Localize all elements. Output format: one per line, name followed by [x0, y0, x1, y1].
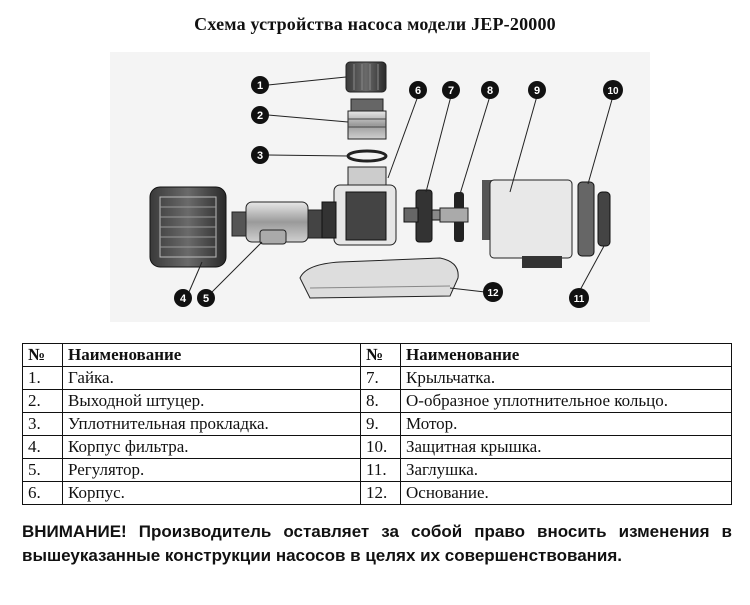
pump-exploded-diagram: [110, 52, 650, 322]
callout-11: [569, 288, 589, 308]
callout-7: [442, 81, 460, 99]
part-name: Гайка.: [63, 367, 361, 390]
svg-text:2: 2: [256, 110, 264, 122]
part-number: 5.: [23, 459, 63, 482]
header-name: Наименование: [63, 344, 361, 367]
table-row: [23, 436, 732, 459]
protective-cover-part: [578, 182, 594, 256]
callout-12: [483, 282, 503, 302]
svg-text:11: 11: [573, 294, 585, 305]
part-number: 3.: [23, 413, 63, 436]
header-name: Наименование: [401, 344, 732, 367]
callout-1: [251, 76, 269, 94]
table-row: [23, 390, 732, 413]
warning-note: [22, 520, 732, 568]
callout-2: [251, 106, 269, 124]
callout-9: [528, 81, 546, 99]
outlet-fitting-part: [348, 99, 386, 139]
part-name: О-образное уплотнительное кольцо.: [401, 390, 732, 413]
warning-text: Производитель оставляет за собой право вносить изменения в вышеуказанные конструкции насосов в целях их совершенствования.: [22, 522, 732, 565]
part-number: 7.: [361, 367, 401, 390]
plug-part: [598, 192, 610, 246]
part-number: 2.: [23, 390, 63, 413]
nut-part: [346, 62, 386, 92]
callout-10: [603, 80, 623, 100]
part-name: Выходной штуцер.: [63, 390, 361, 413]
part-name: Мотор.: [401, 413, 732, 436]
part-number: 10.: [361, 436, 401, 459]
table-row: [23, 482, 732, 505]
table-header-row: [23, 344, 732, 367]
part-number: 8.: [361, 390, 401, 413]
header-number: №: [23, 344, 63, 367]
svg-text:12: 12: [487, 288, 499, 299]
table-row: [23, 367, 732, 390]
svg-text:5: 5: [202, 293, 210, 305]
motor-part: [482, 180, 572, 268]
part-number: 1.: [23, 367, 63, 390]
part-number: 4.: [23, 436, 63, 459]
svg-text:9: 9: [533, 85, 541, 97]
part-name: Корпус фильтра.: [63, 436, 361, 459]
part-number: 12.: [361, 482, 401, 505]
callout-5: [197, 289, 215, 307]
base-part: [300, 258, 458, 298]
callout-4: [174, 289, 192, 307]
svg-text:10: 10: [607, 86, 619, 97]
part-name: Основание.: [401, 482, 732, 505]
table-row: [23, 413, 732, 436]
svg-text:3: 3: [256, 150, 264, 162]
parts-table: [22, 343, 732, 505]
svg-text:7: 7: [447, 85, 455, 97]
part-name: Крыльчатка.: [401, 367, 732, 390]
part-name: Регулятор.: [63, 459, 361, 482]
part-name: Корпус.: [63, 482, 361, 505]
svg-text:8: 8: [486, 85, 494, 97]
part-name: Уплотнительная прокладка.: [63, 413, 361, 436]
svg-text:4: 4: [179, 293, 187, 305]
warning-lead: ВНИМАНИЕ!: [22, 522, 127, 541]
callout-3: [251, 146, 269, 164]
part-number: 9.: [361, 413, 401, 436]
filter-housing-part: [150, 187, 226, 267]
svg-text:6: 6: [414, 85, 422, 97]
page-title: Схема устройства насоса модели JEP-20000: [194, 14, 556, 34]
header-number: №: [361, 344, 401, 367]
table-row: [23, 459, 732, 482]
part-name: Заглушка.: [401, 459, 732, 482]
part-name: Защитная крышка.: [401, 436, 732, 459]
callout-6: [409, 81, 427, 99]
callout-8: [481, 81, 499, 99]
svg-text:1: 1: [256, 80, 264, 92]
part-number: 6.: [23, 482, 63, 505]
part-number: 11.: [361, 459, 401, 482]
